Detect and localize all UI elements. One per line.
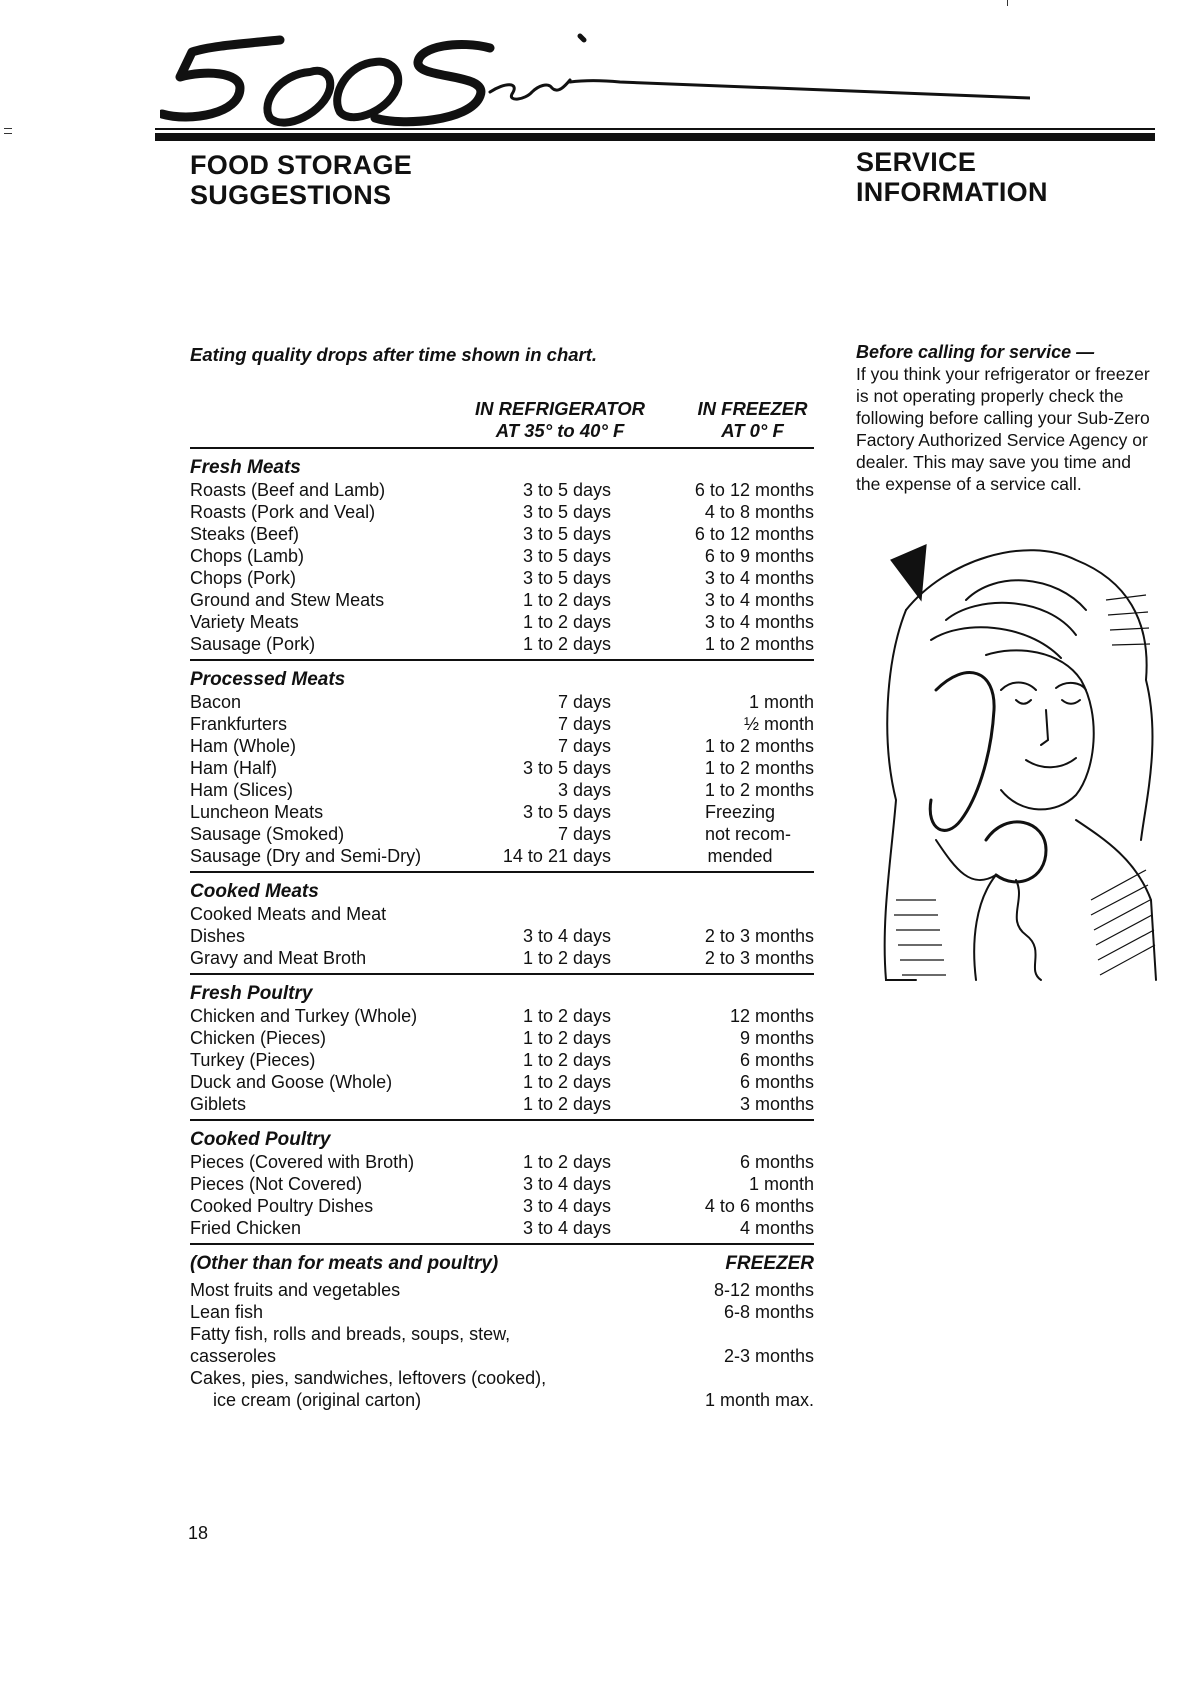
refrigerator-cell: 14 to 21 days (502, 846, 611, 866)
scan-artifact (4, 133, 12, 134)
service-body: If you think your refrigerator or freezer is not operating properly check the following before calling your Sub-Zero Factory Authorized Service Agency or dealer. This may save you time and the expense of a service call. (856, 364, 1150, 494)
refrigerator-cell: 3 to 4 days (522, 1174, 611, 1194)
freezer-cell: 3 to 4 months (704, 568, 814, 588)
food-cell: Frankfurters (190, 714, 288, 734)
freezer-cell: 4 to 6 months (704, 1196, 814, 1216)
table-row (190, 1389, 814, 1411)
refrigerator-cell: 3 to 5 days (522, 480, 611, 500)
service-heading: Before calling for service — (856, 342, 1095, 362)
food-cell: Bacon (190, 692, 242, 712)
table-row (190, 567, 814, 589)
refrigerator-cell: 7 days (557, 824, 611, 844)
freezer-cell: 8-12 months (713, 1280, 814, 1300)
table-row (190, 903, 814, 925)
chart-section (190, 973, 814, 1119)
page-number: 18 (188, 1523, 209, 1543)
freezer-cell: 1 to 2 months (704, 634, 814, 654)
chart-section (190, 659, 814, 871)
freezer-cell: 2 to 3 months (704, 926, 814, 946)
other-section-heading: (Other than for meats and poultry) (190, 1253, 499, 1274)
header-rule-thin (155, 128, 1155, 130)
refrigerator-cell: 3 to 5 days (522, 546, 611, 566)
refrigerator-cell: 3 to 5 days (522, 568, 611, 588)
table-row (190, 691, 814, 713)
table-row (190, 1027, 814, 1049)
refrigerator-cell: 1 to 2 days (522, 1006, 611, 1026)
table-row (190, 1279, 814, 1301)
section-heading: Cooked Meats (190, 881, 319, 902)
section-heading: Fresh Meats (190, 457, 301, 478)
table-row (190, 479, 814, 501)
scan-artifact (4, 128, 12, 129)
food-cell: Pieces (Covered with Broth) (190, 1152, 415, 1172)
other-freezer-heading: FREEZER (725, 1253, 814, 1274)
refrigerator-cell: 1 to 2 days (522, 948, 611, 968)
food-storage-title: FOOD STORAGE SUGGESTIONS (190, 150, 413, 210)
table-row (190, 1345, 814, 1367)
food-cell: Ground and Stew Meats (190, 590, 385, 610)
table-row (190, 523, 814, 545)
food-cell: Pieces (Not Covered) (190, 1174, 363, 1194)
food-cell: Gravy and Meat Broth (190, 948, 367, 968)
table-row (190, 735, 814, 757)
table-row (190, 1217, 814, 1239)
freezer-cell: 6 to 9 months (704, 546, 814, 566)
food-cell: Roasts (Beef and Lamb) (190, 480, 386, 500)
food-cell: casseroles (190, 1346, 277, 1366)
food-cell: Sausage (Dry and Semi-Dry) (190, 846, 422, 866)
table-row (190, 1195, 814, 1217)
food-cell: Fried Chicken (190, 1218, 302, 1238)
food-cell: Luncheon Meats (190, 802, 324, 822)
table-row (190, 1173, 814, 1195)
food-cell: Chicken (Pieces) (190, 1028, 327, 1048)
freezer-cell: 4 to 8 months (704, 502, 814, 522)
freezer-cell: 1 to 2 months (704, 780, 814, 800)
refrigerator-cell: 1 to 2 days (522, 612, 611, 632)
food-cell: Duck and Goose (Whole) (190, 1072, 393, 1092)
refrigerator-cell: 1 to 2 days (522, 1152, 611, 1172)
freezer-column-header (680, 398, 825, 442)
refrigerator-cell: 3 to 5 days (522, 524, 611, 544)
refrigerator-cell: 3 to 4 days (522, 926, 611, 946)
table-row (190, 1151, 814, 1173)
series-500-logo (160, 22, 1030, 140)
chart-section (190, 871, 814, 973)
service-panel (856, 341, 1151, 495)
food-cell: Sausage (Smoked) (190, 824, 345, 844)
table-row (190, 1093, 814, 1115)
refrigerator-cell: 3 to 5 days (522, 758, 611, 778)
table-row (190, 633, 814, 655)
food-cell: Ham (Whole) (190, 736, 297, 756)
food-cell: Steaks (Beef) (190, 524, 300, 544)
food-cell: Chops (Pork) (190, 568, 297, 588)
refrigerator-cell: 3 to 5 days (522, 502, 611, 522)
section-heading: Cooked Poultry (190, 1129, 331, 1150)
food-cell: ice cream (original carton) (213, 1390, 422, 1410)
food-cell: Variety Meats (190, 612, 299, 632)
freezer-cell: 1 to 2 months (704, 736, 814, 756)
freezer-cell: 6 months (739, 1050, 814, 1070)
table-row (190, 947, 814, 969)
freezer-cell: 4 months (739, 1218, 814, 1238)
freezer-cell: 6 to 12 months (694, 480, 814, 500)
food-cell: Sausage (Pork) (190, 634, 316, 654)
refrigerator-column-temp: AT 35° to 40° F (495, 420, 625, 441)
refrigerator-cell: 1 to 2 days (522, 1050, 611, 1070)
table-row (190, 1071, 814, 1093)
refrigerator-cell: 1 to 2 days (522, 1072, 611, 1092)
freezer-cell: 6 to 12 months (694, 524, 814, 544)
section-heading: Fresh Poultry (190, 983, 313, 1004)
freezer-cell: 2 to 3 months (704, 948, 814, 968)
refrigerator-cell: 3 to 5 days (522, 802, 611, 822)
food-cell: Ham (Slices) (190, 780, 294, 800)
freezer-column-temp: AT 0° F (721, 420, 784, 441)
freezer-cell: 3 months (739, 1094, 814, 1114)
refrigerator-cell: 1 to 2 days (522, 634, 611, 654)
table-row (190, 501, 814, 523)
freezer-cell: 6 months (739, 1072, 814, 1092)
table-row (190, 757, 814, 779)
freezer-cell: 6 months (739, 1152, 814, 1172)
food-cell: Lean fish (190, 1302, 264, 1322)
table-row (190, 779, 814, 801)
table-row (190, 925, 814, 947)
freezer-cell: 1 month max. (704, 1390, 814, 1410)
food-cell: Roasts (Pork and Veal) (190, 502, 376, 522)
freezer-cell: 3 to 4 months (704, 612, 814, 632)
food-cell: Most fruits and vegetables (190, 1280, 401, 1300)
freezer-cell: 6-8 months (723, 1302, 814, 1322)
table-row (190, 845, 814, 867)
table-row (190, 713, 814, 735)
freezer-cell: Freezing (705, 802, 776, 822)
refrigerator-cell: 7 days (557, 736, 611, 756)
header-rule-thick (155, 133, 1155, 141)
refrigerator-column-header (465, 398, 655, 442)
food-cell: Cooked Meats and Meat (190, 904, 387, 924)
other-section-header (190, 1253, 814, 1279)
refrigerator-cell: 1 to 2 days (522, 1094, 611, 1114)
food-cell: Fatty fish, rolls and breads, soups, stew, (190, 1324, 511, 1344)
woman-on-phone-illustration (876, 540, 1161, 1000)
table-row (190, 1367, 814, 1389)
chart-section-other (190, 1243, 814, 1415)
freezer-cell: 12 months (729, 1006, 814, 1026)
freezer-cell: mended (707, 846, 773, 866)
food-storage-table (190, 447, 814, 1415)
freezer-cell: ½ month (743, 714, 814, 734)
chart-section (190, 1119, 814, 1243)
service-information-title: SERVICE INFORMATION (856, 147, 1048, 207)
freezer-cell: 3 to 4 months (704, 590, 814, 610)
section-heading: Processed Meats (190, 669, 346, 690)
refrigerator-cell: 3 to 4 days (522, 1196, 611, 1216)
freezer-cell: 9 months (739, 1028, 814, 1048)
chart-section (190, 447, 814, 659)
freezer-cell: not recom- (705, 824, 792, 844)
table-row (190, 1005, 814, 1027)
chart-intro: Eating quality drops after time shown in chart. (190, 344, 598, 365)
table-row (190, 589, 814, 611)
refrigerator-column-label: IN REFRIGERATOR (475, 398, 645, 419)
food-cell: Cooked Poultry Dishes (190, 1196, 374, 1216)
refrigerator-cell: 1 to 2 days (522, 1028, 611, 1048)
food-cell: Giblets (190, 1094, 247, 1114)
freezer-cell: 1 month (748, 1174, 814, 1194)
table-row (190, 823, 814, 845)
freezer-column-label: IN FREEZER (697, 398, 808, 419)
food-cell: Turkey (Pieces) (190, 1050, 316, 1070)
scan-artifact (1007, 0, 1008, 6)
freezer-cell: 2-3 months (723, 1346, 814, 1366)
food-cell: Cakes, pies, sandwiches, leftovers (cooked), (190, 1368, 547, 1388)
refrigerator-cell: 3 days (557, 780, 611, 800)
table-row (190, 801, 814, 823)
refrigerator-cell: 1 to 2 days (522, 590, 611, 610)
freezer-cell: 1 month (748, 692, 814, 712)
food-cell: Chicken and Turkey (Whole) (190, 1006, 418, 1026)
table-row (190, 1323, 814, 1345)
freezer-cell: 1 to 2 months (704, 758, 814, 778)
table-row (190, 545, 814, 567)
food-cell: Dishes (190, 926, 246, 946)
refrigerator-cell: 3 to 4 days (522, 1218, 611, 1238)
table-row (190, 1049, 814, 1071)
refrigerator-cell: 7 days (557, 714, 611, 734)
refrigerator-cell: 7 days (557, 692, 611, 712)
table-row (190, 1301, 814, 1323)
table-row (190, 611, 814, 633)
food-cell: Chops (Lamb) (190, 546, 305, 566)
food-cell: Ham (Half) (190, 758, 278, 778)
